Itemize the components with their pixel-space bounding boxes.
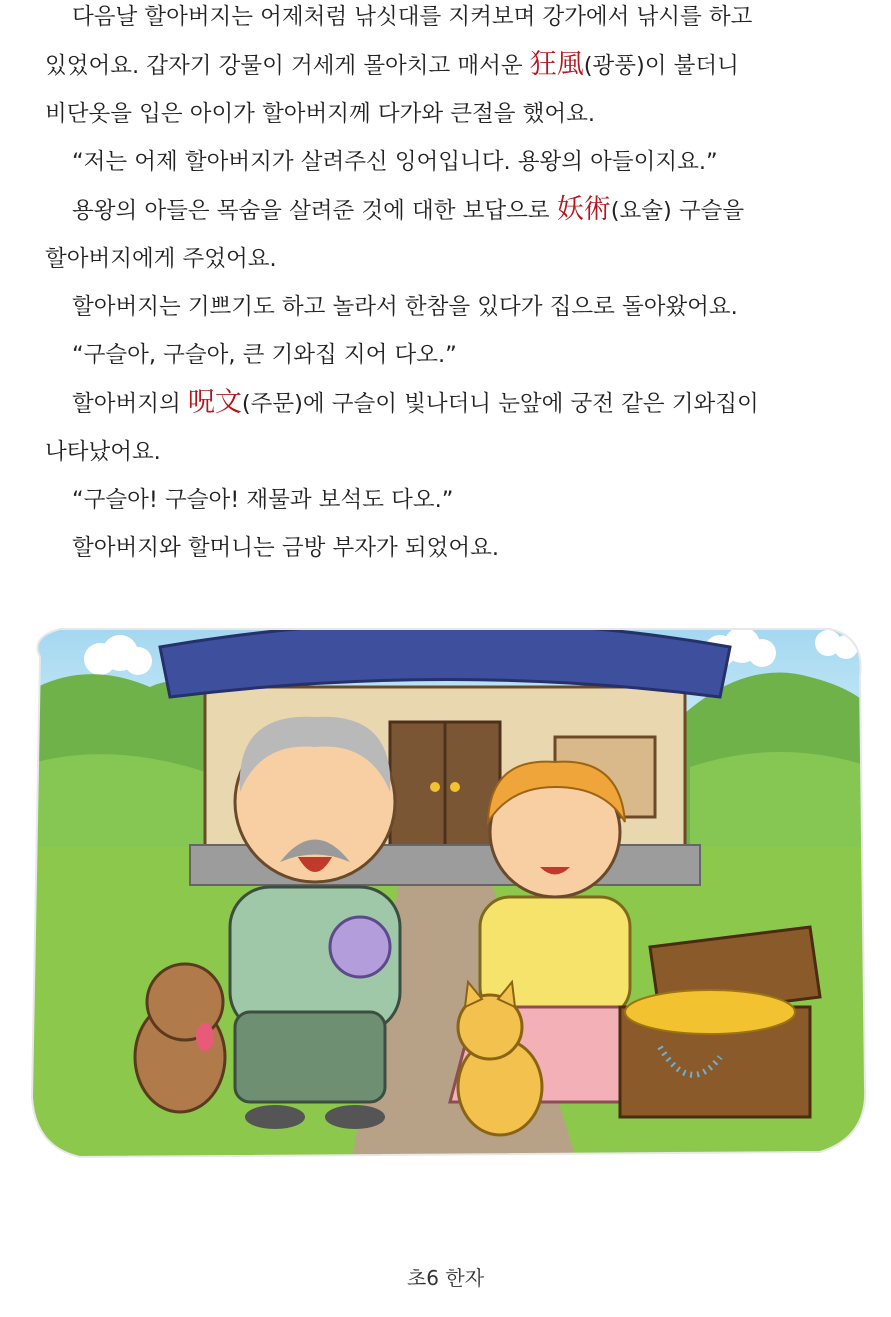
paragraph-7: “구슬아! 구슬아! 재물과 보석도 다오.” [72, 487, 454, 513]
line: 할아버지에게 주었어요. [45, 246, 277, 272]
hanja-word: 妖術 [556, 194, 611, 225]
reading: (주문)에 구슬이 빛나더니 눈앞에 궁전 같은 기와집이 [241, 391, 759, 417]
line: 다음날 할아버지는 어제처럼 낚싯대를 지켜보며 강가에서 낚시를 하고 [72, 4, 753, 30]
line: 나타났어요. [45, 439, 161, 465]
footer-label: 초6 한자 [406, 1266, 485, 1290]
paragraph-4: 할아버지는 기쁘기도 하고 놀라서 한참을 있다가 집으로 돌아왔어요. [72, 294, 738, 320]
illustration [20, 617, 871, 1172]
paragraph-2: “저는 어제 할아버지가 살려주신 잉어입니다. 용왕의 아들이지요.” [72, 149, 718, 175]
line: 할아버지의 [72, 391, 188, 417]
grandfather [230, 717, 400, 1129]
hanja-word: 狂風 [529, 49, 584, 80]
reading: (광풍)이 불더니 [583, 53, 739, 79]
paragraph-3 [45, 186, 851, 283]
paragraph-1 [45, 0, 851, 138]
reading: (요술) 구슬을 [610, 198, 745, 224]
paragraph-8: 할아버지와 할머니는 금방 부자가 되었어요. [72, 535, 499, 561]
paragraph-6 [45, 379, 851, 476]
treasure-chest [620, 927, 820, 1117]
line: 용왕의 아들은 목숨을 살려준 것에 대한 보답으로 [72, 198, 557, 224]
line: 있었어요. 갑자기 강물이 거세게 몰아치고 매서운 [45, 53, 530, 79]
paragraph-5: “구슬아, 구슬아, 큰 기와집 지어 다오.” [72, 342, 457, 368]
hanja-word: 呪文 [187, 387, 242, 418]
line: 비단옷을 입은 아이가 할아버지께 다가와 큰절을 했어요. [45, 101, 595, 127]
story-text [45, 0, 851, 572]
